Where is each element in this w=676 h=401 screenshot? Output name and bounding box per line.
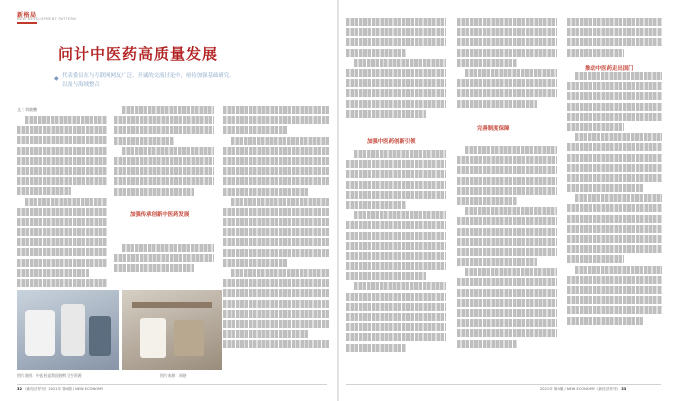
body-column-1 [17, 116, 107, 306]
lead-bullet-icon: ◆ [54, 75, 59, 82]
article-lead: 代表委员在与互联网网友广泛、开诚的交流讨论中，亟待加强基础研究、以及与海域整合 [62, 73, 235, 88]
photo-caption-left: 图片说明：中医药是我国独特卫生资源 [17, 373, 82, 378]
body-column-6 [567, 18, 662, 63]
body-column-5b [457, 146, 557, 376]
footer-rule-left [17, 384, 327, 385]
body-column-5 [457, 18, 557, 118]
footer-left [17, 387, 103, 392]
body-column-3 [223, 106, 329, 376]
page-number-left: 32 [17, 387, 23, 391]
section-sublabel: NEW DEVELOPMENT PATTERN [17, 17, 77, 21]
subhead-3: 完善制度保障 [477, 126, 510, 132]
article-title: 问计中医药高质量发展 [58, 45, 219, 63]
footer-right-text: 2021年 第4期 / NEW ECONOMY《新经济导刊》 [540, 387, 621, 391]
page-number-right: 33 [621, 387, 627, 391]
section-label: 新格局 [17, 12, 37, 19]
article-photo-1 [17, 290, 119, 370]
subhead-1: 加强传承创新中医药发展 [130, 212, 190, 218]
body-column-4 [346, 18, 446, 128]
subhead-2: 加强中医药创新引领 [367, 139, 416, 145]
footer-rule-right [346, 384, 661, 385]
body-column-4b [346, 150, 446, 376]
photo-caption-right: 图片来源：网络 [160, 373, 187, 378]
spine-gutter [337, 0, 339, 401]
subhead-4: 推动中医药走出国门 [585, 66, 634, 72]
article-photo-2 [122, 290, 222, 370]
body-column-2b [114, 244, 214, 278]
footer-left-text: 《新经济导刊》2021年 第4期 / NEW ECONOMY [23, 387, 104, 391]
section-rule [17, 22, 37, 24]
body-column-6b [567, 72, 662, 376]
body-column-2 [114, 106, 214, 206]
footer-right [540, 387, 626, 392]
article-byline: 文｜刘晓鹏 [17, 107, 37, 112]
